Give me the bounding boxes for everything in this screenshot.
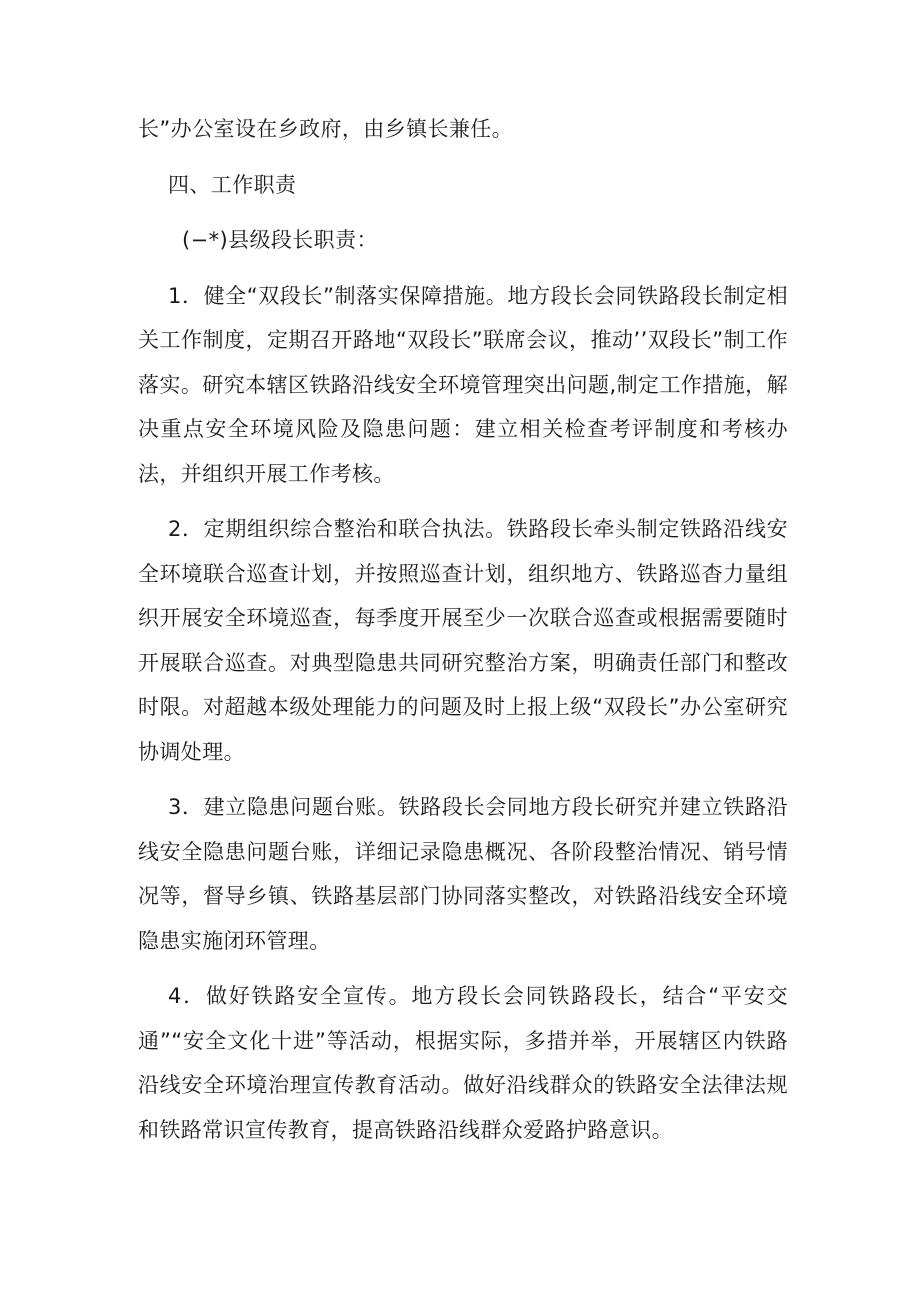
paragraph-item-3: 3．建立隐患问题台账。铁路段长会同地方段长研究并建立铁路沿线安全隐患问题台账，详细记录隐患概况、各阶段整治情况、销号情况等，督导乡镇、铁路基层部门协同落实整改，对铁路沿线安全环境隐患实施闭环管理。 bbox=[138, 795, 788, 953]
section-heading-work-duties: 四、工作职责 bbox=[168, 172, 297, 197]
paragraph-item-4: 4．做好铁路安全宣传。地方段长会同铁路段长，结合“平安交通”“安全文化十进”等活动，根据实际，多措并举，开展辖区内铁路沿线安全环境治理宣传教育活动。做好沿线群众的铁路安全法律法规和铁路常识宣传教育，提高铁路沿线群众爱路护路意识。 bbox=[138, 984, 788, 1142]
document-body bbox=[138, 107, 788, 1163]
paragraph-item-1: 1．健全“双段长”制落实保障措施。地方段长会同铁路段长制定相关工作制度，定期召开路地“双段长”联席会议，推动’’双段长”制工作落实。研究本辖区铁路沿线安全环境管理突出问题,制定工作措施，解决重点安全环境风险及隐患问题：建立相关检查考评制度和考核办法，并组织开展工作考核。 bbox=[138, 283, 788, 486]
paragraph-continuation: 长”办公室设在乡政府，由乡镇长兼任。 bbox=[138, 117, 514, 141]
paragraph-item-2: 2．定期组织综合整治和联合执法。铁路段长牵头制定铁路沿线安全环境联合巡查计划，并按照巡查计划，组织地方、铁路巡杳力量组织开展安全环境巡查，每季度开展至少一次联合巡查或根据需要随时开展联合巡查。对典型隐患共同研究整治方案，明确责任部门和整改时限。对超越本级处理能力的问题及时上报上级“双段长”办公室研究协调处理。 bbox=[138, 517, 788, 764]
subsection-heading-county-duties: (−*)县级段长职责： bbox=[182, 228, 378, 252]
